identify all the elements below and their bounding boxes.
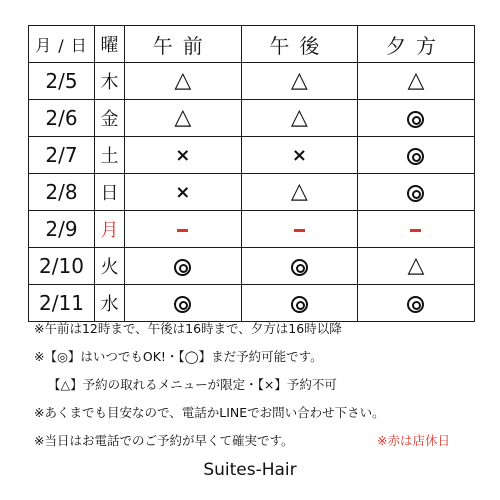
date-cell: 2/10 <box>29 248 95 285</box>
double-circle-icon <box>291 259 308 276</box>
slot-cell-evening <box>358 285 475 322</box>
slot-cell-afternoon <box>241 285 358 322</box>
dow-cell: 日 <box>95 174 125 211</box>
date-cell: 2/6 <box>29 100 95 137</box>
double-circle-icon <box>407 148 424 165</box>
header-row <box>29 26 475 63</box>
note-hours: ※午前は12時まで、午後は16時まで、夕方は16時以降 <box>34 321 342 336</box>
triangle-icon: △ <box>174 105 192 130</box>
slot-cell-morning <box>125 248 242 285</box>
dow-cell: 水 <box>95 285 125 322</box>
slot-cell-afternoon <box>241 211 358 248</box>
date-cell: 2/11 <box>29 285 95 322</box>
triangle-icon: △ <box>290 105 308 130</box>
schedule-row <box>29 63 475 100</box>
double-circle-icon <box>174 259 191 276</box>
double-circle-icon <box>407 185 424 202</box>
slot-cell-evening <box>358 63 475 100</box>
schedule-row <box>29 285 475 322</box>
brand-name: Suites-Hair <box>203 460 297 480</box>
note-legend-ok: ※【◎】はいつでもOK!・【◯】まだ予約可能です。 <box>34 349 323 364</box>
triangle-icon: △ <box>174 68 192 93</box>
date-cell: 2/7 <box>29 137 95 174</box>
schedule-body <box>29 63 475 322</box>
slot-cell-morning <box>125 63 242 100</box>
triangle-icon: △ <box>407 68 425 93</box>
schedule-row <box>29 211 475 248</box>
double-circle-icon <box>291 296 308 313</box>
slot-cell-evening <box>358 137 475 174</box>
double-circle-icon <box>407 111 424 128</box>
date-cell: 2/5 <box>29 63 95 100</box>
slot-cell-evening <box>358 174 475 211</box>
schedule-row <box>29 248 475 285</box>
header-evening: 夕方 <box>358 26 475 63</box>
dow-cell: 金 <box>95 100 125 137</box>
header-date: 月 / 日 <box>29 26 95 63</box>
slot-cell-afternoon <box>241 100 358 137</box>
double-circle-icon <box>407 296 424 313</box>
dow-cell: 木 <box>95 63 125 100</box>
note-holiday: ※赤は店休日 <box>377 433 450 448</box>
schedule-table <box>28 25 475 322</box>
slot-cell-morning <box>125 285 242 322</box>
cross-icon: × <box>291 144 307 166</box>
date-cell: 2/8 <box>29 174 95 211</box>
dow-cell: 月 <box>95 211 125 248</box>
slot-cell-evening <box>358 211 475 248</box>
triangle-icon: △ <box>290 179 308 204</box>
dash-icon <box>294 229 305 232</box>
schedule-row <box>29 174 475 211</box>
slot-cell-afternoon <box>241 137 358 174</box>
schedule-row <box>29 137 475 174</box>
slot-cell-afternoon <box>241 63 358 100</box>
cross-icon: × <box>175 144 191 166</box>
slot-cell-morning <box>125 100 242 137</box>
header-morning: 午前 <box>125 26 242 63</box>
dash-icon <box>410 229 421 232</box>
slot-cell-morning <box>125 174 242 211</box>
triangle-icon: △ <box>290 68 308 93</box>
date-cell: 2/9 <box>29 211 95 248</box>
dash-icon <box>177 229 188 232</box>
dow-cell: 土 <box>95 137 125 174</box>
dow-cell: 火 <box>95 248 125 285</box>
header-afternoon: 午後 <box>241 26 358 63</box>
slot-cell-evening <box>358 248 475 285</box>
double-circle-icon <box>174 296 191 313</box>
note-same-day: ※当日はお電話でのご予約が早くて確実です。 <box>34 433 294 448</box>
note-contact: ※あくまでも目安なので、電話かLINEでお問い合わせ下さい。 <box>34 405 385 420</box>
slot-cell-afternoon <box>241 174 358 211</box>
slot-cell-afternoon <box>241 248 358 285</box>
slot-cell-morning <box>125 137 242 174</box>
cross-icon: × <box>175 181 191 203</box>
slot-cell-evening <box>358 100 475 137</box>
schedule-row <box>29 100 475 137</box>
note-legend-limited: 【△】予約の取れるメニューが限定・【×】予約不可 <box>48 377 337 392</box>
triangle-icon: △ <box>407 253 425 278</box>
slot-cell-morning <box>125 211 242 248</box>
header-dow: 曜 <box>95 26 125 63</box>
